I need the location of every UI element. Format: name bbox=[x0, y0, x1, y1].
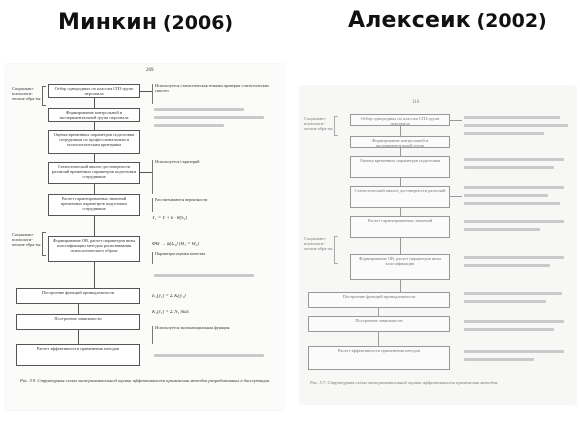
left-connector bbox=[94, 216, 95, 236]
right-side-label-bottom: Социально-психологи-ческие обра-зы bbox=[304, 236, 333, 251]
left-flow-step-6: Формирование ОВ, расчет параметров визы классификации методом распознавания психологического образа bbox=[48, 236, 140, 262]
right-flow-step-2: Формирование контрольной и экспериментальной групп bbox=[350, 136, 450, 148]
left-text-line bbox=[154, 124, 224, 127]
left-connector bbox=[78, 304, 79, 314]
right-flow-step-6: Формирование ОВ, расчет параметров визы классификации bbox=[350, 254, 450, 280]
right-figure-caption: Рис. 5.7. Структурная схема экспериментальной оценки эффективности применения методов. bbox=[310, 380, 499, 385]
right-bracket-bottom bbox=[334, 236, 338, 264]
right-text-line bbox=[464, 158, 564, 161]
left-note-3: Рассчитываются вероятности bbox=[152, 198, 277, 212]
left-text-line bbox=[154, 116, 264, 119]
left-text-line bbox=[154, 108, 244, 111]
left-flow-step-4: Статистический анализ достоверности различий временных параметров подготовки сотрудников bbox=[48, 162, 140, 184]
left-connector bbox=[94, 98, 95, 108]
right-heading bbox=[348, 8, 547, 33]
left-link bbox=[140, 172, 152, 173]
right-connector bbox=[378, 308, 379, 316]
right-link bbox=[450, 120, 462, 121]
right-text-line bbox=[464, 350, 564, 353]
left-side-label-top: Социально-психологи-ческие обра-зы bbox=[12, 86, 41, 101]
right-flow-step-1: Отбор однородных по классам СПЗ групп персонала bbox=[350, 114, 450, 126]
right-flow-step-9: Расчет эффективности применения методов bbox=[308, 346, 450, 370]
left-link bbox=[140, 91, 152, 92]
left-connector bbox=[78, 330, 79, 344]
right-connector bbox=[400, 178, 401, 186]
right-bracket-top bbox=[334, 116, 338, 136]
left-flow-step-8: Построение зависимости bbox=[16, 314, 140, 330]
left-connector bbox=[94, 154, 95, 162]
left-note-1: Используется статистическая техника проверки статистических гипотез bbox=[152, 84, 277, 104]
left-document-page bbox=[6, 64, 284, 410]
left-note-5: Используется экспоненциальная функция bbox=[152, 326, 277, 344]
right-text-line bbox=[464, 358, 534, 361]
right-text-line bbox=[464, 220, 564, 223]
right-connector bbox=[400, 238, 401, 254]
left-flow-step-1: Отбор однородных по классам СПЗ групп персонала bbox=[48, 84, 140, 98]
right-text-line bbox=[464, 194, 548, 197]
right-text-line bbox=[464, 228, 540, 231]
right-text-line bbox=[464, 124, 568, 127]
right-year: (2002) bbox=[476, 10, 547, 32]
right-text-line bbox=[464, 300, 546, 303]
left-formula-1: Y₁ = Y + k · θ(S₁) bbox=[152, 216, 188, 221]
left-heading bbox=[58, 10, 233, 35]
right-text-line bbox=[464, 132, 544, 135]
left-side-label-bottom: Социально-психологи-ческие обра-зы bbox=[12, 232, 41, 247]
left-formula-4: K₁(ε₁) = Σ N₁ max bbox=[152, 310, 189, 315]
right-text-line bbox=[464, 166, 554, 169]
left-connector bbox=[94, 262, 95, 288]
right-text-line bbox=[464, 202, 560, 205]
right-author: Алексеик bbox=[348, 8, 471, 33]
right-text-line bbox=[464, 256, 564, 259]
right-text-line bbox=[464, 328, 554, 331]
right-text-line bbox=[464, 320, 564, 323]
left-author: Минкин bbox=[58, 10, 158, 35]
right-side-label-top: Социально-психологи-ческие обра-зы bbox=[304, 116, 333, 131]
right-text-line bbox=[464, 116, 560, 119]
right-connector bbox=[400, 126, 401, 136]
left-flow-step-2: Формирование контрольной и экспериментальной групп персонала bbox=[48, 108, 140, 122]
left-text-line bbox=[154, 354, 264, 357]
right-text-line bbox=[464, 264, 550, 267]
left-text-line bbox=[154, 274, 254, 277]
left-year: (2006) bbox=[162, 12, 234, 34]
right-connector bbox=[400, 280, 401, 292]
right-connector bbox=[400, 148, 401, 156]
left-flow-step-5: Расчет гарантированных значений временных параметров подготовки сотрудников bbox=[48, 194, 140, 216]
right-link bbox=[450, 196, 462, 197]
right-flow-step-8: Построение зависимости bbox=[308, 316, 450, 332]
left-note-4: Параметры оценки качества bbox=[152, 252, 277, 264]
right-document-page bbox=[300, 86, 576, 404]
right-connector bbox=[378, 332, 379, 346]
left-connector bbox=[94, 184, 95, 194]
right-text-line bbox=[464, 292, 562, 295]
right-flow-step-5: Расчет гарантированных значений bbox=[350, 216, 450, 238]
left-flow-step-3: Оценка временных параметров подготовки сотрудников по профессиональным и психологическим критериям bbox=[48, 130, 140, 154]
right-flow-step-4: Статистический анализ достоверности различий bbox=[350, 186, 450, 208]
left-figure-caption: Рис. 5.9. Структурная схема экспериментальной оценки эффективности применения методов разработанных в диссертации. bbox=[20, 378, 271, 383]
right-text-line bbox=[464, 186, 564, 189]
left-formula-2: ΦΘ → φ(Σ₁) (Θ₁ = Θ₂) bbox=[152, 242, 199, 247]
right-flow-step-3: Оценка временных параметров подготовки bbox=[350, 156, 450, 178]
right-page-number: 116 bbox=[412, 100, 420, 105]
left-bracket-bottom bbox=[42, 232, 46, 256]
left-page-number: 269 bbox=[146, 68, 154, 73]
left-note-2: Используется t-критерий bbox=[152, 160, 277, 194]
left-formula-3: E₁(y₁) = Σ Kᵢ(y₁) bbox=[152, 294, 186, 299]
right-connector bbox=[400, 208, 401, 216]
left-connector bbox=[94, 122, 95, 130]
left-flow-step-9: Расчет эффективности применения методов bbox=[16, 344, 140, 366]
right-flow-step-7: Построение функций принадлежности bbox=[308, 292, 450, 308]
left-flow-step-7: Построение функций принадлежности bbox=[16, 288, 140, 304]
left-bracket-top bbox=[42, 86, 46, 106]
